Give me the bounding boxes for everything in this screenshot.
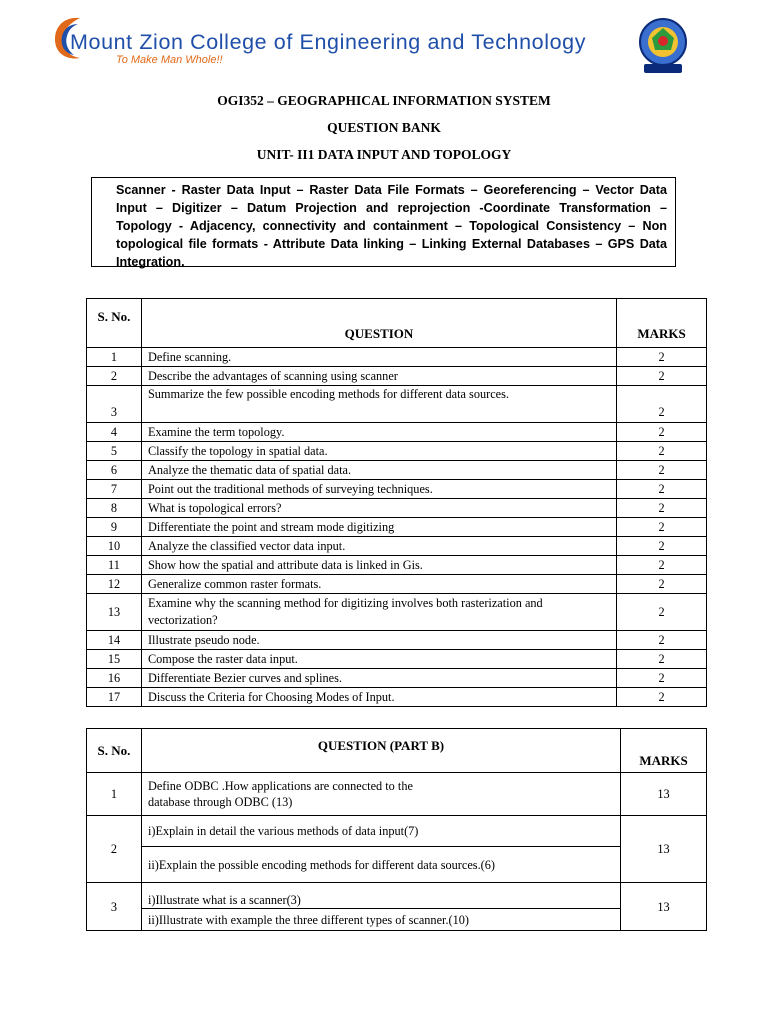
row-question: Define scanning. [141,348,616,367]
row-marks: 2 [617,537,707,556]
row-sno: 14 [87,631,142,650]
row-sno: 8 [87,499,142,518]
row-question: Examine why the scanning method for digitizing involves both rasterization and vectorization? [141,594,616,631]
row-marks: 2 [617,442,707,461]
table-row [87,442,707,461]
row-question-part: ii)Illustrate with example the three different types of scanner.(10) [141,909,620,931]
row-sno: 7 [87,480,142,499]
row-question: Point out the traditional methods of surveying techniques. [141,480,616,499]
row-sno: 4 [87,423,142,442]
row-question: Classify the topology in spatial data. [141,442,616,461]
part-a-table [86,298,707,707]
header-marks: MARKS [621,729,707,773]
table-row [87,348,707,367]
row-sno: 2 [87,367,142,386]
table-row [87,499,707,518]
table-row [87,650,707,669]
row-marks: 2 [617,367,707,386]
document-type: QUESTION BANK [327,120,441,135]
table-row [87,575,707,594]
table-row [87,909,707,931]
row-marks: 2 [617,575,707,594]
row-question-line: database through ODBC (13) [147,795,293,809]
table-row [87,847,707,883]
row-question: Show how the spatial and attribute data is linked in Gis. [141,556,616,575]
table-row [87,816,707,847]
row-marks: 2 [617,423,707,442]
row-marks: 2 [617,348,707,367]
row-sno: 13 [87,594,142,631]
row-marks: 2 [617,461,707,480]
table-row [87,669,707,688]
row-question: Analyze the thematic data of spatial data. [141,461,616,480]
table-row [87,631,707,650]
table-row [87,367,707,386]
row-sno: 12 [87,575,142,594]
part-b-table [86,728,707,931]
row-sno: 1 [87,348,142,367]
row-question: Differentiate Bezier curves and splines. [141,669,616,688]
row-question: Analyze the classified vector data input. [141,537,616,556]
college-emblem [638,16,688,76]
row-question: What is topological errors? [141,499,616,518]
row-marks: 2 [617,518,707,537]
table-row [87,386,707,423]
row-marks: 2 [617,650,707,669]
row-marks: 13 [621,816,707,883]
row-question: Illustrate pseudo node. [141,631,616,650]
row-marks: 2 [617,480,707,499]
table-row [87,688,707,707]
table-row [87,883,707,909]
college-name: Mount Zion College of Engineering and Technology [70,30,587,54]
document-header [0,0,768,90]
row-sno: 6 [87,461,142,480]
row-marks: 2 [617,631,707,650]
table-row [87,518,707,537]
row-question: Discuss the Criteria for Choosing Modes of Input. [141,688,616,707]
header-marks: MARKS [617,299,707,348]
row-question [141,773,620,816]
course-title: OGI352 – GEOGRAPHICAL INFORMATION SYSTEM [217,93,551,108]
row-marks: 2 [617,556,707,575]
row-question: Generalize common raster formats. [141,575,616,594]
row-sno: 3 [87,386,142,423]
table-row [87,556,707,575]
row-marks: 13 [621,883,707,931]
row-sno: 5 [87,442,142,461]
row-sno: 2 [87,816,142,883]
row-sno: 15 [87,650,142,669]
row-marks: 2 [617,499,707,518]
row-marks: 2 [617,669,707,688]
document-titles [0,92,768,173]
row-sno: 10 [87,537,142,556]
table-row [87,461,707,480]
table-row [87,423,707,442]
table-row [87,480,707,499]
row-question-part: ii)Explain the possible encoding methods for different data sources.(6) [141,847,620,883]
row-sno: 3 [87,883,142,931]
row-question: Compose the raster data input. [141,650,616,669]
header-question: QUESTION [141,299,616,348]
row-question: Describe the advantages of scanning using scanner [141,367,616,386]
row-question: Summarize the few possible encoding methods for different data sources. [141,386,616,423]
table-row [87,773,707,816]
row-sno: 17 [87,688,142,707]
table-row [87,537,707,556]
row-question: Differentiate the point and stream mode digitizing [141,518,616,537]
row-marks: 2 [617,594,707,631]
row-sno: 16 [87,669,142,688]
college-tagline: To Make Man Whole!! [116,54,223,66]
header-sno: S. No. [87,729,142,773]
row-marks: 13 [621,773,707,816]
row-sno: 11 [87,556,142,575]
row-marks: 2 [617,688,707,707]
header-question: QUESTION (PART B) [141,729,620,773]
row-question-part: i)Explain in detail the various methods of data input(7) [141,816,620,847]
row-marks: 2 [617,386,707,423]
syllabus-box: Scanner - Raster Data Input – Raster Data File Formats – Georeferencing – Vector Data Input – Digitizer – Datum Projection and reprojection -Coordinate Transformation – Topology - Adjacency, connectivity and containment – Topological Consistency – Non topological file formats - Attribute Data linking – Linking External Databases – GPS Data Integration. [91,177,676,267]
table-row [87,594,707,631]
unit-title: UNIT- II1 DATA INPUT AND TOPOLOGY [256,147,512,162]
header-sno: S. No. [87,299,142,348]
row-sno: 1 [87,773,142,816]
row-question: Examine the term topology. [141,423,616,442]
row-question-line: Define ODBC .How applications are connected to the [147,779,413,793]
row-question-part: i)Illustrate what is a scanner(3) [141,883,620,909]
row-sno: 9 [87,518,142,537]
